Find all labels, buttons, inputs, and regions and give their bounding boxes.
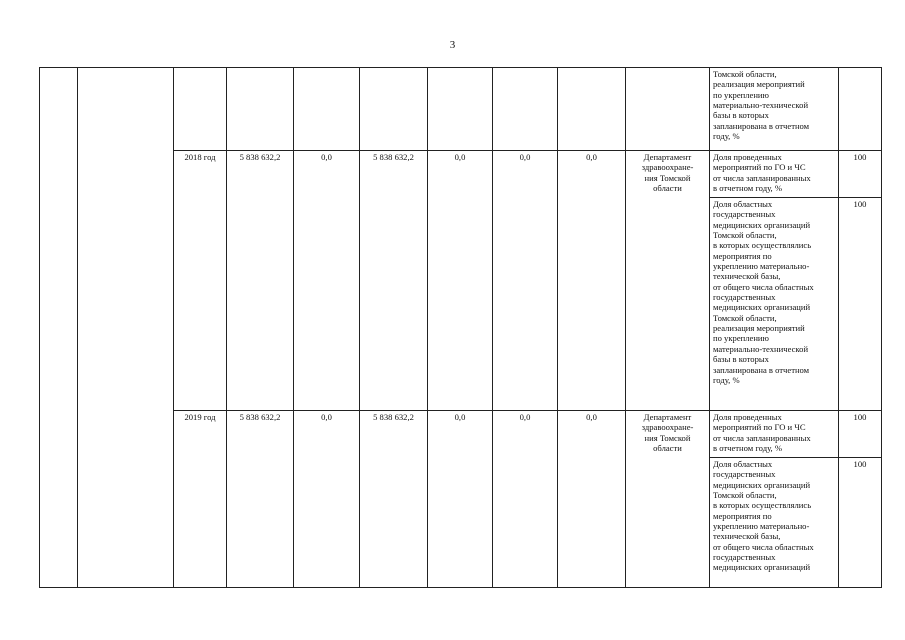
cell-year: 2018 год xyxy=(174,151,227,411)
program-table xyxy=(39,67,882,588)
cell-regional: 5 838 632,2 xyxy=(360,411,428,588)
cell-extrabudget xyxy=(493,68,558,151)
cell-total xyxy=(227,68,294,151)
cell-task-column xyxy=(78,68,174,588)
cell-indicator: Доля областных государственных медицинских организаций Томской области, в которых осуществлялись мероприятия по укреплению материально- технической базы, от общего числа областных государственных медицинских организаций xyxy=(710,458,839,588)
cell-indicator-value: 100 xyxy=(839,198,882,411)
cell-federal: 0,0 xyxy=(294,411,360,588)
cell-extrabudget: 0,0 xyxy=(493,411,558,588)
cell-number-column xyxy=(40,68,78,588)
cell-total: 5 838 632,2 xyxy=(227,411,294,588)
cell-other: 0,0 xyxy=(558,151,626,411)
cell-total: 5 838 632,2 xyxy=(227,151,294,411)
cell-indicator-value: 100 xyxy=(839,411,882,458)
cell-regional: 5 838 632,2 xyxy=(360,151,428,411)
cell-local: 0,0 xyxy=(428,151,493,411)
cell-executor: Департамент здравоохране- ния Томской области xyxy=(626,411,710,588)
table-row-carry xyxy=(40,68,882,151)
cell-year: 2019 год xyxy=(174,411,227,588)
cell-regional xyxy=(360,68,428,151)
cell-indicator-value: 100 xyxy=(839,458,882,588)
cell-indicator: Доля проведенных мероприятий по ГО и ЧС от числа запланированных в отчетном году, % xyxy=(710,411,839,458)
cell-local: 0,0 xyxy=(428,411,493,588)
cell-extrabudget: 0,0 xyxy=(493,151,558,411)
cell-local xyxy=(428,68,493,151)
page-number: 3 xyxy=(449,39,456,51)
cell-indicator: Томской области, реализация мероприятий по укреплению материально-технической базы в которых запланирована в отчетном году, % xyxy=(710,68,839,151)
cell-indicator: Доля областных государственных медицинских организаций Томской области, в которых осуществлялись мероприятия по укреплению материально- технической базы, от общего числа областных государственных медицинских организаций Томской области, реализация мероприятий по укреплению материально-технической базы в которых запланирована в отчетном году, % xyxy=(710,198,839,411)
cell-executor xyxy=(626,68,710,151)
cell-other xyxy=(558,68,626,151)
cell-year xyxy=(174,68,227,151)
cell-indicator-value xyxy=(839,68,882,151)
cell-federal: 0,0 xyxy=(294,151,360,411)
cell-other: 0,0 xyxy=(558,411,626,588)
cell-federal xyxy=(294,68,360,151)
cell-indicator-value: 100 xyxy=(839,151,882,198)
cell-indicator: Доля проведенных мероприятий по ГО и ЧС от числа запланированных в отчетном году, % xyxy=(710,151,839,198)
cell-executor: Департамент здравоохране- ния Томской области xyxy=(626,151,710,411)
